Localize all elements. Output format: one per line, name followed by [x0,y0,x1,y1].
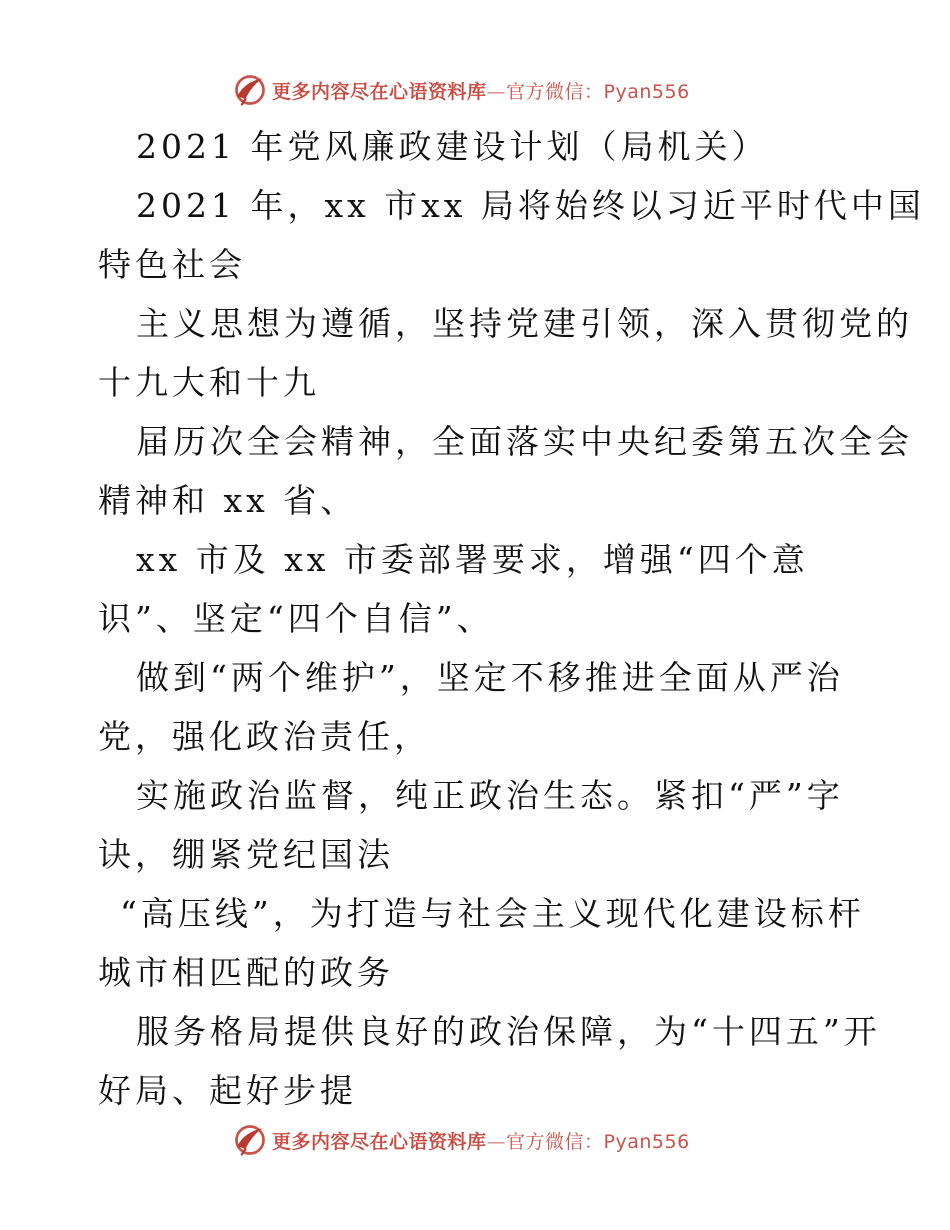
paragraph-line: 届历次全会精神，全面落实中央纪委第五次全会 [136,422,913,461]
paragraph-line: 精神和 xx 省、 [98,481,358,520]
paragraph-line: 城市相匹配的政务 [98,953,394,992]
paragraph-line: 好局、起好步提 [98,1071,357,1110]
header-watermark [232,70,690,110]
watermark-text [272,77,690,104]
footer-watermark [232,1120,690,1160]
paragraph-line: 实施政治监督，纯正政治生态。紧扣“严”字 [136,776,844,815]
paragraph-line: 党，强化政治责任， [98,717,431,756]
paragraph-line: 服务格局提供良好的政治保障，为“十四五”开 [136,1012,881,1051]
document-body [98,117,925,1120]
watermark-suffix: 官方微信：Pyan556 [506,80,690,103]
paragraph-line: “高压线”，为打造与社会主义现代化建设标杆 [120,894,865,933]
paragraph-line: 十九大和十九 [98,363,320,402]
watermark-dash: — [486,80,507,103]
watermark-prefix: 更多内容尽在心语资料库 [272,80,487,103]
document-title: 2021 年党风廉政建设计划（局机关） [136,127,769,166]
paragraph-line: 做到“两个维护”，坚定不移推进全面从严治 [136,658,844,697]
watermark-prefix: 更多内容尽在心语资料库 [272,1130,487,1153]
paragraph-line: 诀，绷紧党纪国法 [98,835,394,874]
brush-pen-logo-icon [232,72,268,108]
paragraph-line: 特色社会 [98,245,246,284]
watermark-dash: — [486,1130,507,1153]
paragraph-line: 识”、坚定“四个自信”、 [98,599,494,638]
watermark-suffix: 官方微信：Pyan556 [506,1130,690,1153]
paragraph-line: xx 市及 xx 市委部署要求，增强“四个意 [136,540,809,579]
paragraph-line: 2021 年，xx 市xx 局将始终以习近平时代中国 [136,186,925,225]
brush-pen-logo-icon [232,1122,268,1158]
watermark-text [272,1127,690,1154]
paragraph-line: 主义思想为遵循，坚持党建引领，深入贯彻党的 [136,304,913,343]
